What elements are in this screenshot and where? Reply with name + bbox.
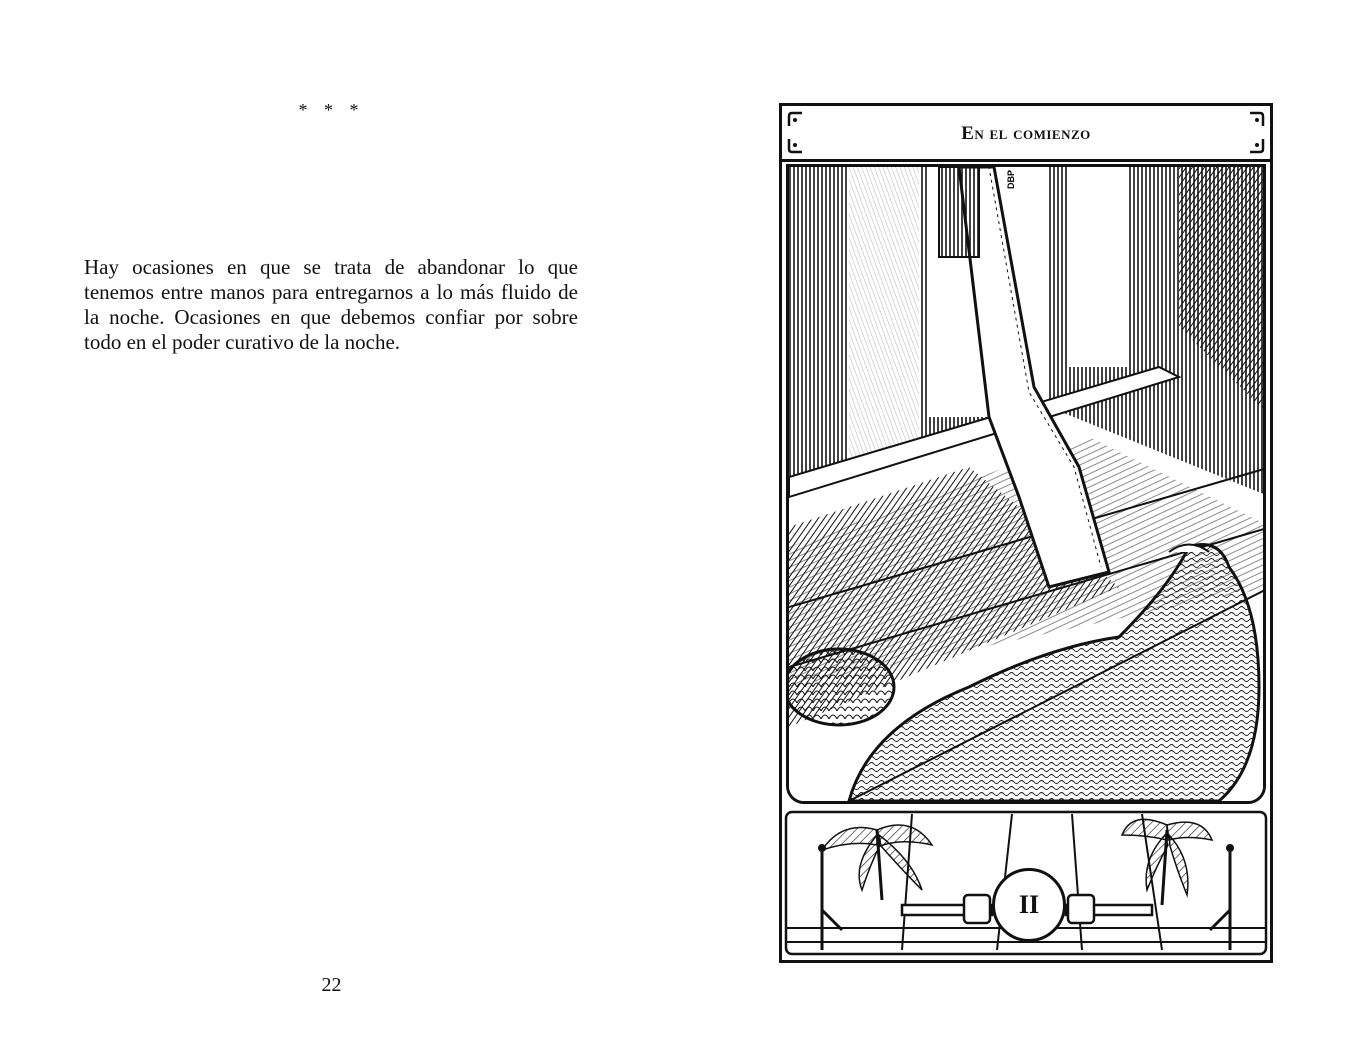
card-title-box bbox=[782, 106, 1270, 162]
card-numeral: II bbox=[1018, 890, 1040, 919]
palm-right-icon bbox=[1122, 819, 1212, 905]
palm-left-icon bbox=[822, 825, 932, 900]
card-numeral-badge bbox=[992, 868, 1066, 942]
section-separator: * * * bbox=[298, 100, 365, 120]
tarot-card bbox=[779, 103, 1273, 963]
card-title: En el comienzo bbox=[961, 123, 1091, 144]
card-bottom-panel bbox=[782, 810, 1270, 960]
body-paragraph: Hay ocasiones en que se trata de abandonar lo que tenemos entre manos para entregarnos a lo más fluido de la noche. Ocasiones en que debemos confiar por sobre todo en el poder curativo de la noche. bbox=[84, 255, 578, 354]
right-page bbox=[679, 0, 1358, 1063]
card-illustration bbox=[786, 164, 1266, 804]
page-number: 22 bbox=[321, 974, 342, 996]
illustration-signature: DBP bbox=[1006, 169, 1016, 189]
